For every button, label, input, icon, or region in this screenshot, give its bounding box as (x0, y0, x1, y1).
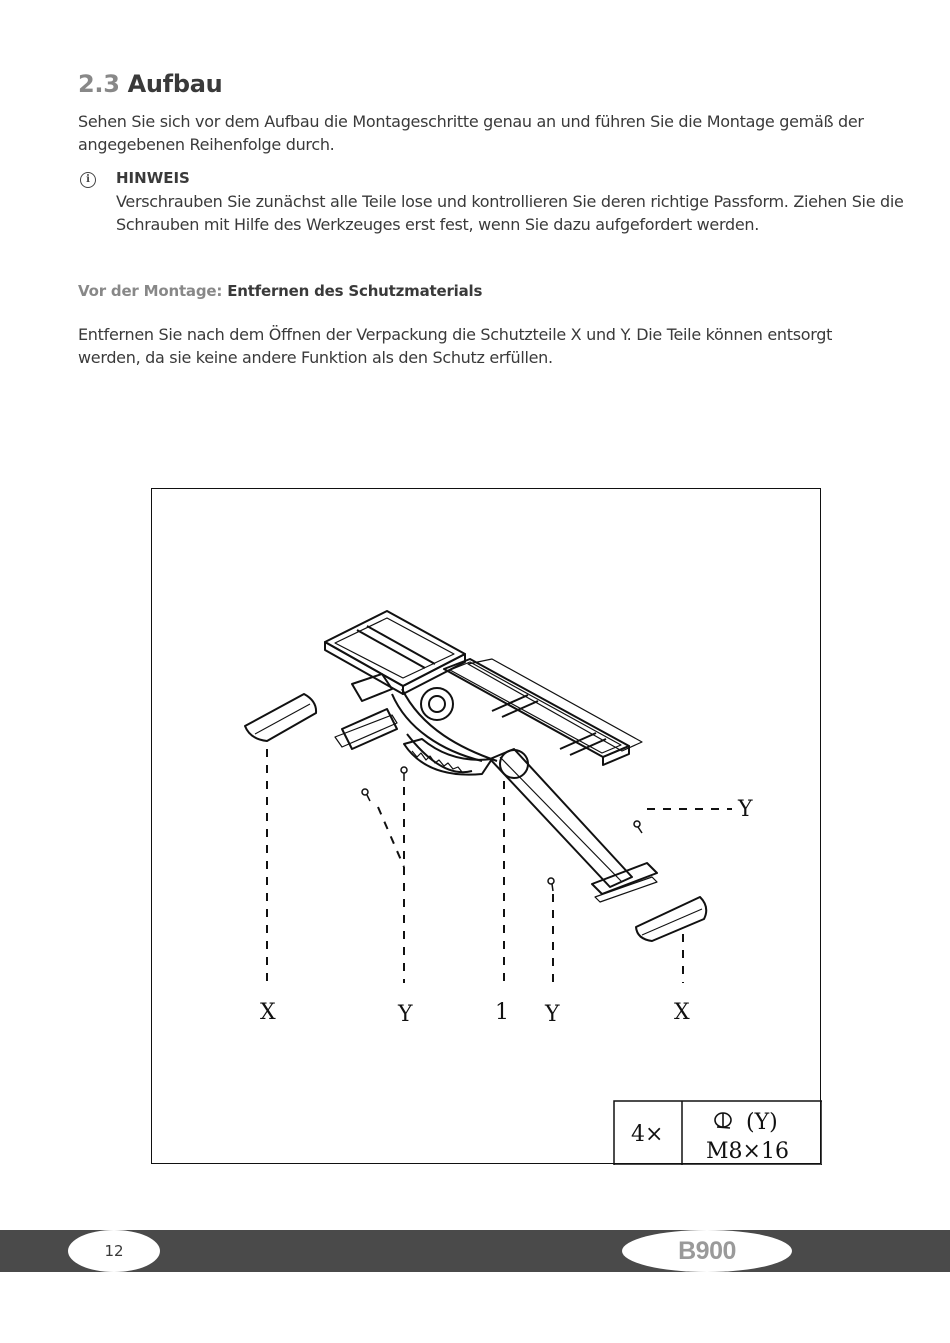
callout-y-label: Y (738, 797, 753, 822)
note-title: HINWEIS (116, 169, 190, 187)
subheading-lead: Vor der Montage: (78, 282, 223, 300)
info-icon: i (80, 172, 96, 188)
assembly-drawing (152, 489, 822, 1165)
label-x-left: X (260, 1000, 276, 1025)
subheading (78, 282, 482, 300)
intro-text: Sehen Sie sich vor dem Aufbau die Montageschritte genau an und führen Sie die Montage gemäß der angegebenen Reihenfolge durch. (78, 112, 864, 154)
parts-size: M8×16 (706, 1139, 789, 1164)
section-heading (78, 70, 222, 98)
parts-id: (Y) (746, 1110, 778, 1135)
label-y-right: Y (545, 1002, 560, 1027)
section-number: 2.3 (78, 70, 120, 98)
label-x-right: X (674, 1000, 690, 1025)
parts-quantity: 4× (631, 1122, 664, 1147)
note-text: Verschrauben Sie zunächst alle Teile lose und kontrollieren Sie deren richtige Passform. Ziehen Sie die Schrauben mit Hilfe des Werkzeuges erst fest, wenn Sie dazu aufgefordert werden. (116, 192, 904, 234)
bolt-icon (715, 1113, 731, 1128)
model-name: B900 (622, 1230, 792, 1272)
assembly-diagram (151, 488, 821, 1164)
page-number: 12 (68, 1230, 160, 1272)
section-title: Aufbau (127, 70, 223, 98)
label-y-left: Y (398, 1002, 413, 1027)
removal-paragraph: Entfernen Sie nach dem Öffnen der Verpackung die Schutzteile X und Y. Die Teile können entsorgt werden, da sie keine andere Funktion als den Schutz erfüllen. (78, 325, 833, 367)
leader-lines (267, 749, 732, 983)
label-part-1: 1 (495, 1000, 509, 1025)
pad-x-right (636, 897, 706, 941)
subheading-rest: Entfernen des Schutzmaterials (227, 282, 483, 300)
